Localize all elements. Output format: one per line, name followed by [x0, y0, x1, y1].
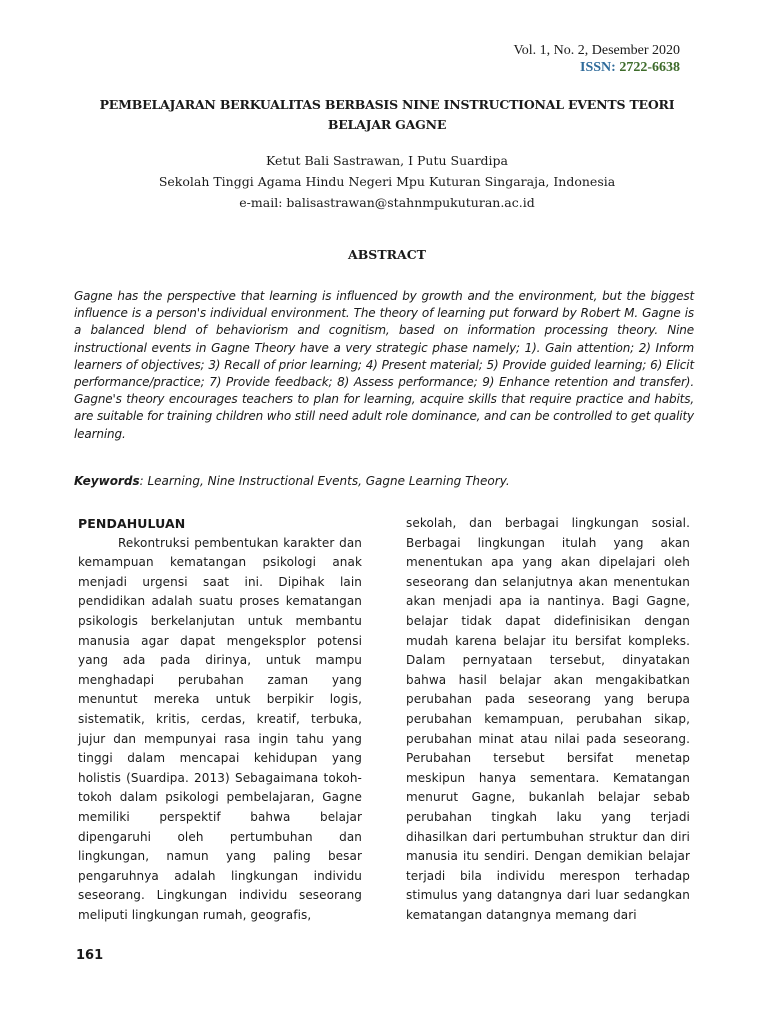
right-column-text: sekolah, dan berbagai lingkungan sosial. Berbagai lingkungan itulah yang akan menentukan apa yang akan dipelajari oleh seseorang dan selanjutnya akan menentukan akan menjadi apa ia nantinya. Bagi Gagne, belajar tidak dapat didefinisikan dengan mudah karena belajar itu bersifat kompleks. Dalam pernyataan tersebut, dinyatakan bahwa hasil belajar akan mengakibatkan perubahan pada seseorang yang berupa perubahan kemampuan, perubahan sikap, perubahan minat atau nilai pada seseorang. Perubahan tersebut bersifat menetap meskipun hanya sementara. Kematangan menurut Gagne, bukanlah belajar sebab perubahan tingkah laku yang terjadi dihasilkan dari pertumbuhan struktur dan diri manusia itu sendiri. Dengan demikian belajar terjadi bila individu merespon terhadap stimulus yang datangnya dari luar sedangkan kematangan datangnya memang dari	[406, 516, 690, 922]
author-affiliation: Sekolah Tinggi Agama Hindu Negeri Mpu Kuturan Singaraja, Indonesia	[158, 174, 616, 189]
title-line-2: BELAJAR GAGNE	[327, 117, 447, 132]
abstract-text: Gagne has the perspective that learning is influenced by growth and the environment, but the biggest influence is a person's individual environment. The theory of learning put forward by Robert M. Gagne is a balanced blend of behaviorism and cognitism, based on information processing theory. Nine instructional events in Gagne Theory have a very strategic phase namely; 1). Gain attention; 2) Inform learners of objectives; 3) Recall of prior learning; 4) Present material; 5) Provide guided learning; 6) Elicit performance/practice; 7) Provide feedback; 8) Assess performance; 9) Enhance retention and transfer). Gagne's theory encourages teachers to plan for learning, acquire skills that require practice and habits, are suitable for training children who still need adult role dominance, and can be controlled to get quality learning.	[74, 289, 694, 441]
title-line-1: PEMBELAJARAN BERKUALITAS BERBASIS NINE INSTRUCTIONAL EVENTS TEORI	[99, 97, 675, 112]
abstract-heading: ABSTRACT	[348, 247, 426, 262]
journal-issn	[513, 59, 680, 76]
author-block	[80, 150, 694, 213]
keywords-line	[74, 474, 694, 488]
body-column-left	[78, 514, 362, 925]
issn-value: 2722-6638	[619, 60, 680, 75]
section-heading: PENDAHULUAN	[78, 516, 186, 531]
issn-label: ISSN:	[580, 60, 616, 75]
left-column-text: Rekontruksi pembentukan karakter dan kemampuan kematangan psikologi anak menjadi urgensi saat ini. Dipihak lain pendidikan adalah suatu proses kematangan psikologis berkelanjutan untuk membantu manusia agar dapat mengeksplor potensi yang ada pada dirinya, untuk mampu menghadapi perubahan zaman yang menuntut mereka untuk berpikir logis, sistematik, kritis, cerdas, kreatif, terbuka, jujur dan mempunyai rasa ingin tahu yang tinggi dalam mencapai kehidupan yang holistis (Suardipa. 2013) Sebagaimana tokoh-tokoh dalam psikologi pembelajaran, Gagne memiliki perspektif bahwa belajar dipengaruhi oleh pertumbuhan dan lingkungan, namun yang paling besar pengaruhnya adalah lingkungan individu seseorang. Lingkungan individu seseorang meliputi lingkungan rumah, geografis,	[78, 535, 362, 922]
journal-volume: Vol. 1, No. 2, Desember 2020	[513, 43, 680, 58]
article-title	[80, 95, 694, 135]
keywords-label: Keywords	[74, 474, 140, 488]
keywords-list: : Learning, Nine Instructional Events, Gagne Learning Theory.	[139, 474, 510, 488]
body-column-right	[406, 514, 690, 925]
journal-info	[513, 42, 680, 76]
author-names: Ketut Bali Sastrawan, I Putu Suardipa	[265, 153, 509, 168]
page-number: 161	[76, 948, 104, 963]
author-email: e-mail: balisastrawan@stahnmpukuturan.ac.id	[239, 195, 535, 210]
